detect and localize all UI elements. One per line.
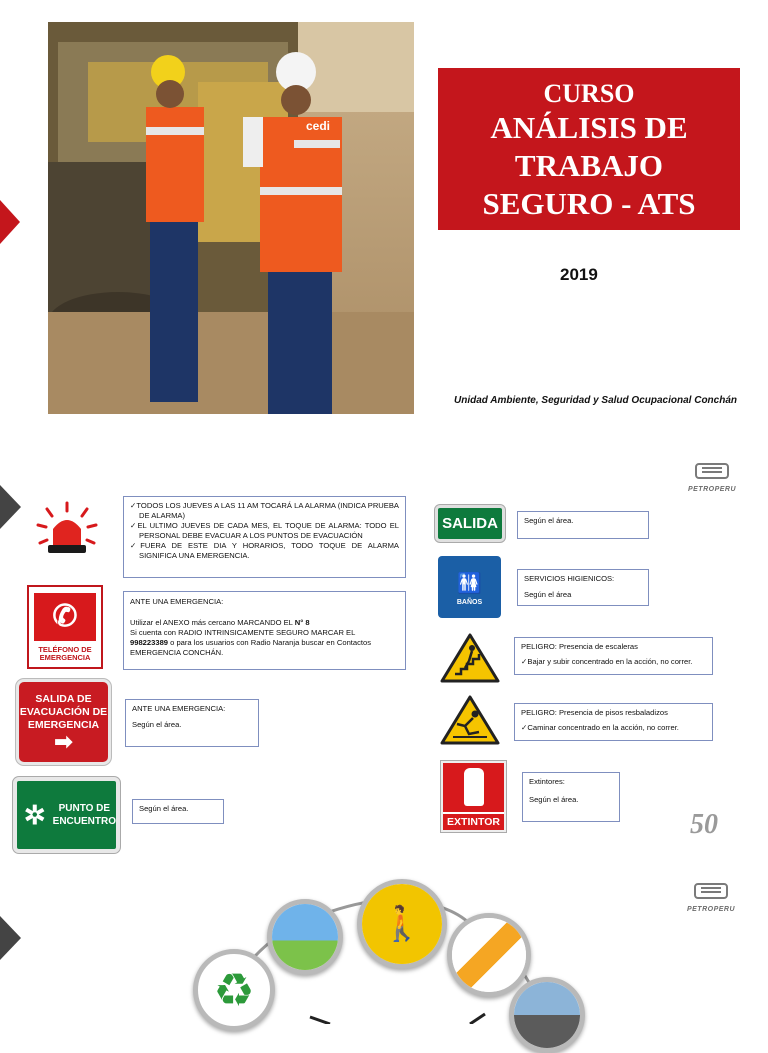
alarm-rule-1: ✓ TODOS LOS JUEVES A LAS 11 AM TOCARÁ LA ALARMA (INDICA PRUEBA DE ALARMA) [130,501,399,521]
petroperu-emblem-icon [694,461,730,481]
restroom-info-box [517,569,649,606]
slide-nav-arrow[interactable] [0,916,21,960]
stairs-info-box [514,637,713,675]
alarm-info-box [123,496,406,578]
restroom-sign-label: BAÑOS [456,598,483,606]
arrow-right-icon: ➡ [54,728,73,754]
alarm-rule-2: ✓ EL ULTIMO JUEVES DE CADA MES, EL TOQUE DE ALARMA: TODO EL PERSONAL DEBE EVACUAR A LOS PUNTOS DE EVACUACIÓN [130,521,399,541]
restroom-sign [438,556,501,618]
building-icon [514,982,580,1048]
floor-info-item: ✓ Caminar concentrado en la acción, no correr. [521,723,706,733]
slide-3 [0,869,768,1024]
restroom-info-text: Según el área [524,590,572,599]
restroom-info-heading: SERVICIOS HIGIENICOS: [524,574,615,583]
extinguisher-info-heading: Extintores: [529,777,565,786]
plant-icon [272,904,338,970]
stairs-warning-icon [439,632,501,684]
recycling-circle [193,949,275,1031]
title-line-4: SEGURO - ATS [482,186,696,221]
recycle-icon: ♻ [213,964,255,1016]
course-year: 2019 [560,265,598,284]
unit-name: Unidad Ambiente, Seguridad y Salud Ocupacional Conchán [454,395,738,406]
phone-sign-label: TELÉFONO DE EMERGENCIA [38,644,92,662]
worker-stairs-icon [452,918,526,992]
salida-info-text: Según el área. [524,516,574,525]
stairs-fall-circle [447,913,531,997]
phone-info-box [123,591,406,670]
evacuation-exit-sign [16,679,111,765]
phone-icon: ✆ [34,593,96,641]
meeting-point-sign [13,777,120,853]
meeting-sign-line-1: PUNTO DE [58,803,111,814]
extinguisher-info-text: Según el área. [529,795,579,804]
slippery-floor-warning-icon [439,694,501,746]
workers-photo [48,22,414,414]
phone-info-line3: o para los usuarios con Radio Naranja buscar en Contactos EMERGENCIA CONCHÁN. [130,638,372,657]
pedestrian-vehicle-icon: 🚶 [362,884,442,964]
petroperu-logo-text: PETROPERU [687,486,737,493]
exit-sign-line-2: EVACUACIÓN DE [19,705,108,718]
alarm-light-icon [35,501,99,559]
petroperu-logo-text: PETROPERU [686,906,736,913]
environment-circle [267,899,343,975]
title-line-2: ANÁLISIS DE [490,110,688,145]
phone-annex-number: N° 8 [294,618,310,627]
anniversary-logo: 50 [690,809,718,840]
meeting-info-text: Según el área. [139,804,189,813]
meeting-sign-line-2: ENCUENTRO [52,816,116,827]
stairs-info-heading: PELIGRO: Presencia de escaleras [521,642,638,651]
slide-nav-arrow[interactable] [0,485,21,529]
petroperu-logo [680,881,742,913]
exit-info-heading: ANTE UNA EMERGENCIA: [132,704,226,713]
exit-info-box [125,699,259,747]
floor-info-box [514,703,713,741]
extinguisher-sign-label: EXTINTOR [443,812,504,828]
floor-info-heading: PELIGRO: Presencia de pisos resbaladizos [521,708,668,717]
stairs-info-item: ✓ Bajar y subir concentrado en la acción, no correr. [521,657,706,667]
exit-sign-line-3: EMERGENCIA [27,718,100,731]
exit-info-text: Según el área. [132,720,182,729]
extinguisher-sign [441,761,506,832]
petroperu-logo [683,461,741,493]
restroom-icon: 🚻 [457,572,482,595]
title-line-3: TRABAJO [514,148,664,183]
alarm-rule-3: ✓ FUERA DE ESTE DIA Y HORARIOS, TODO TOQUE DE ALARMA SIGNIFICA UNA EMERGENCIA. [130,541,399,561]
phone-info-line1: Utilizar el ANEXO más cercano MARCANDO EL [130,618,295,627]
title-line-1: CURSO [543,79,635,108]
vest-logo-text: cedi [306,119,331,133]
exit-sign-line-1: SALIDA DE [35,692,92,705]
slide-2 [0,437,768,857]
fire-extinguisher-icon [464,768,484,806]
building-circle [509,977,585,1053]
phone-info-line2: Si cuenta con RADIO INTRINSICAMENTE SEGURO MARCAR EL [130,628,356,637]
safety-circle [357,879,447,969]
phone-info-heading: ANTE UNA EMERGENCIA: [130,597,224,606]
emergency-phone-sign [27,585,103,669]
slide-1 [0,0,768,425]
slide-nav-arrow[interactable] [0,200,20,244]
salida-info-box [517,511,649,539]
salida-sign: SALIDA [435,505,505,542]
meeting-info-box [132,799,224,824]
extinguisher-info-box [522,772,620,822]
petroperu-emblem-icon [693,881,729,901]
group-people-icon: ✲ [23,799,46,830]
radio-phone-number: 998223389 [130,638,169,647]
course-title-box [438,68,740,230]
